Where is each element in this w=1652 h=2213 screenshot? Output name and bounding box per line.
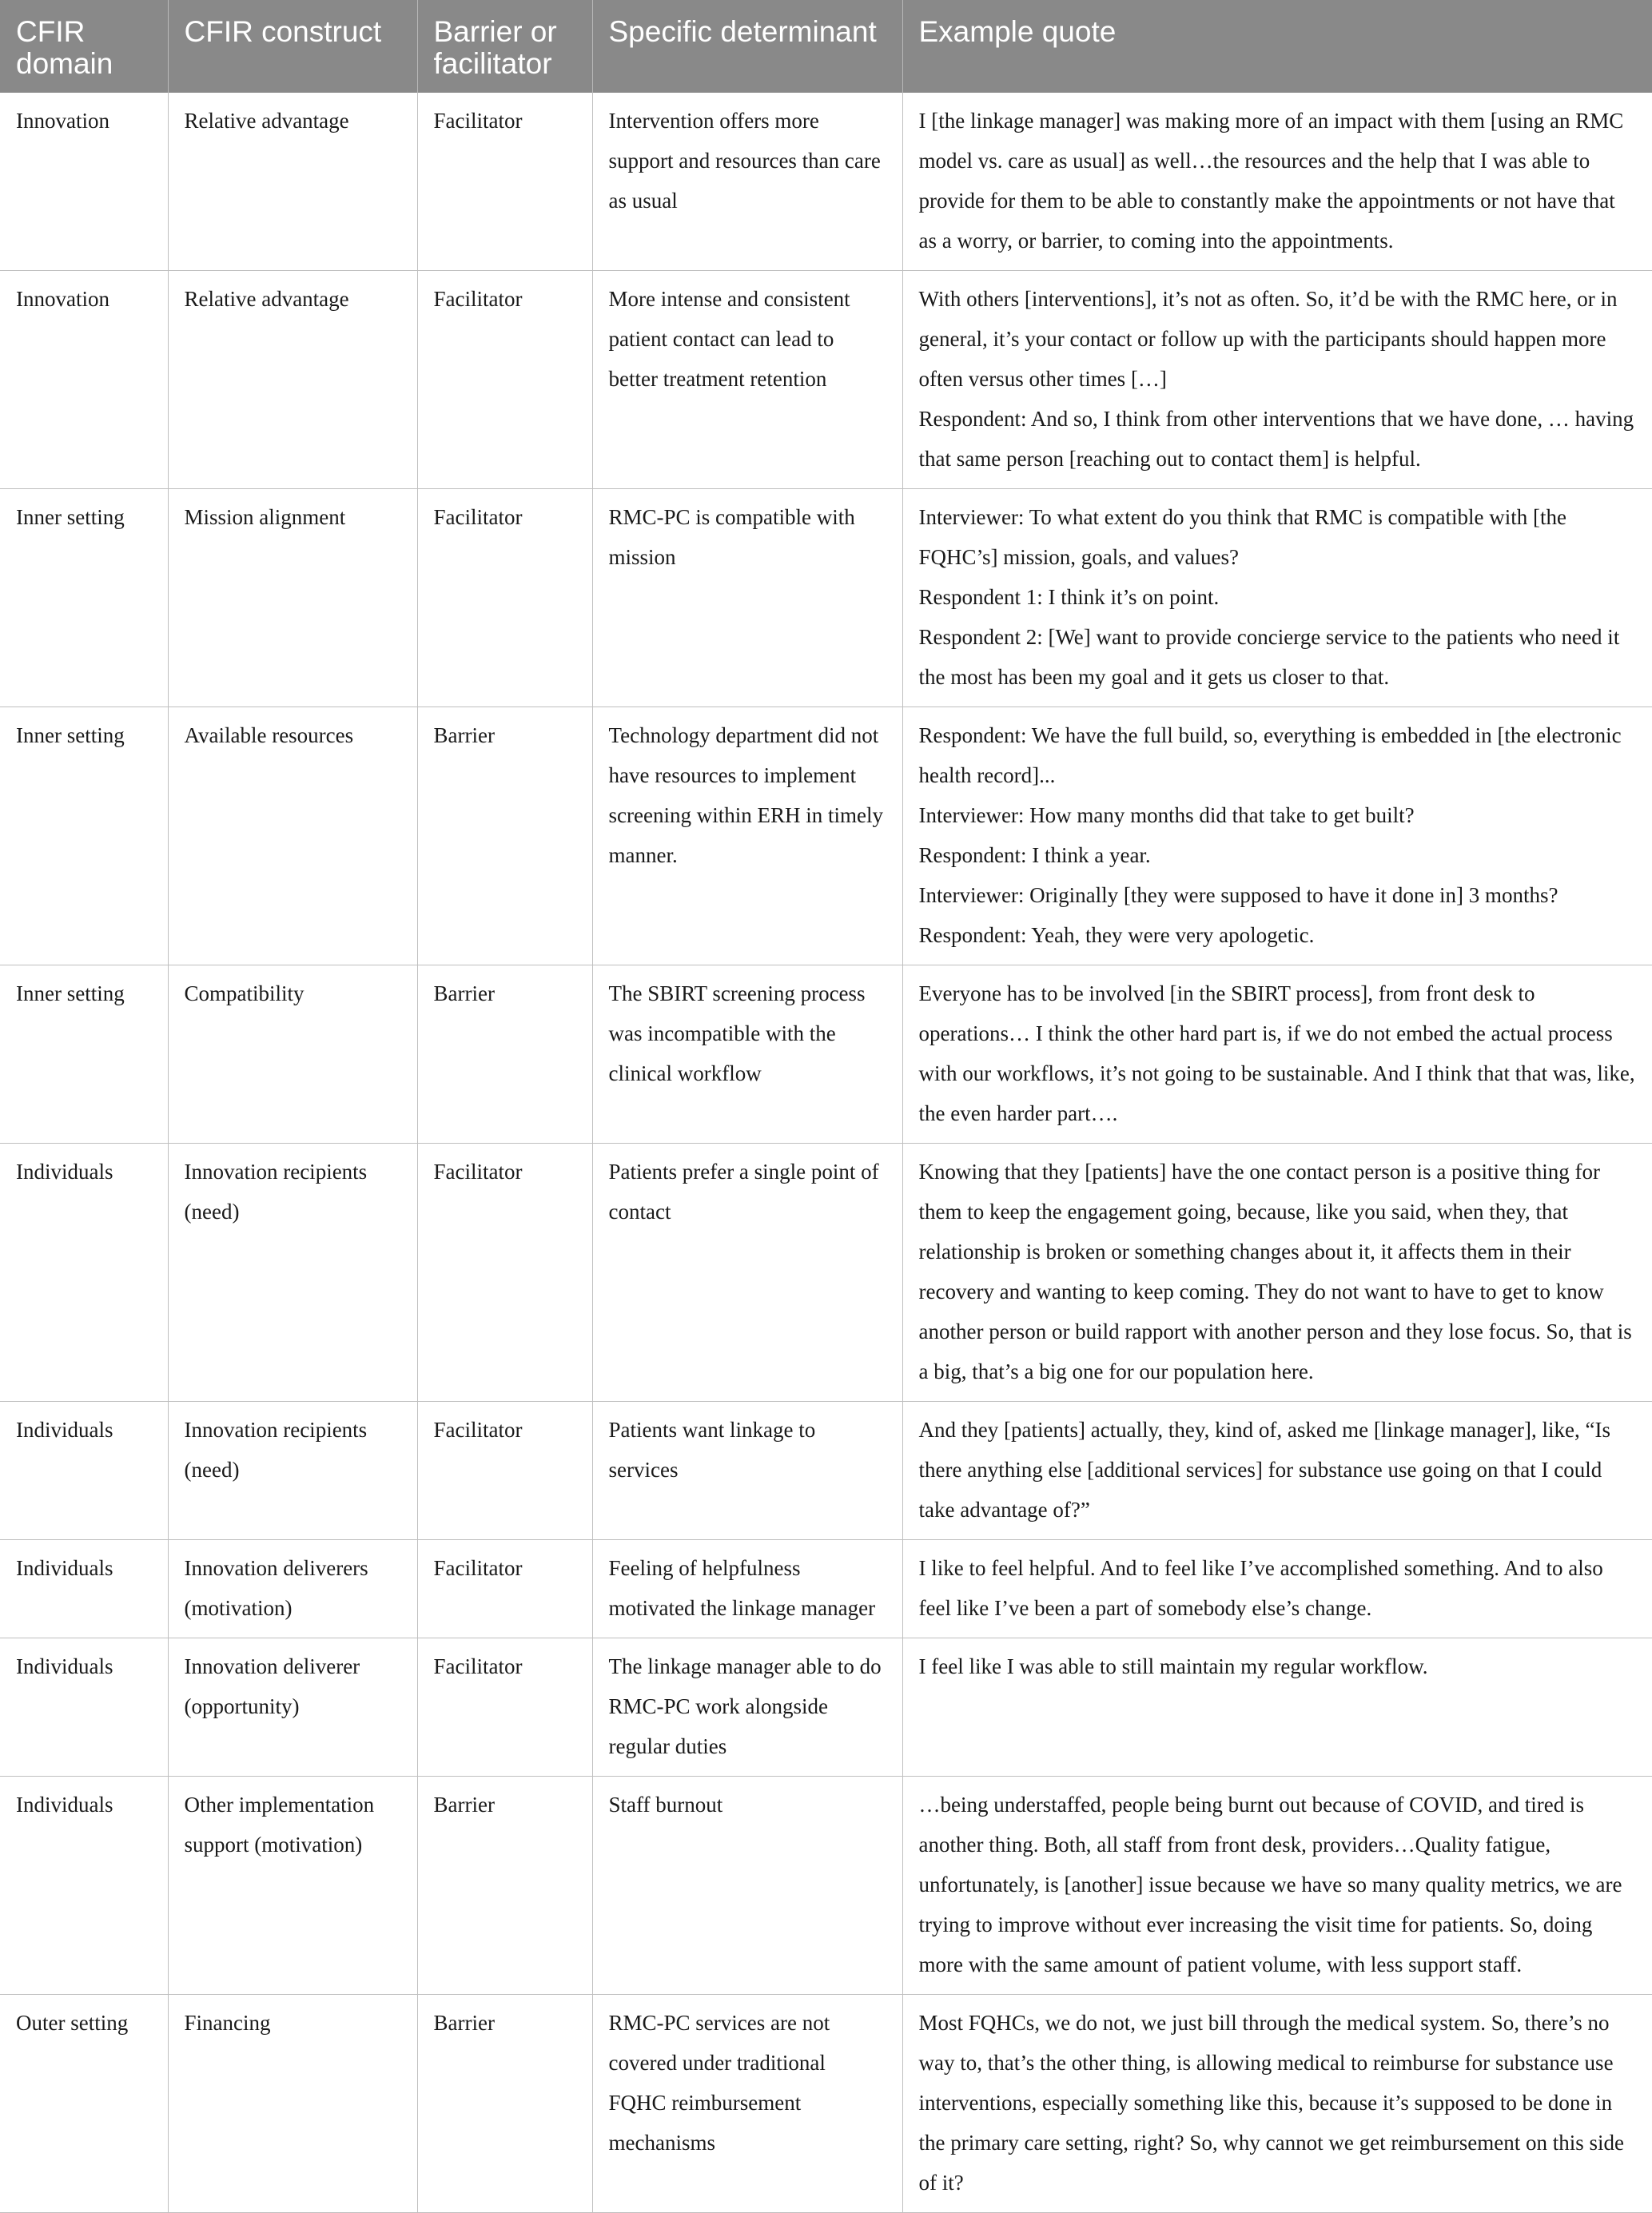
quote-line: With others [interventions], it’s not as often. So, it’d be with the RMC here, or in general, it’s your contact or follow up with the participants should happen more often versus other times […] <box>918 287 1618 391</box>
cell-example-quote <box>902 1402 1652 1540</box>
table-row <box>0 1144 1652 1402</box>
cell-construct: Innovation recipients (need) <box>168 1402 417 1540</box>
table-row <box>0 965 1652 1144</box>
quote-line: Interviewer: Originally [they were supposed to have it done in] 3 months? <box>918 883 1558 907</box>
quote-line: And they [patients] actually, they, kind of, asked me [linkage manager], like, “Is there anything else [additional services] for substance use going on that I could take advantage of?” <box>918 1418 1610 1522</box>
table-row <box>0 1540 1652 1638</box>
table-row <box>0 271 1652 489</box>
quote-line: I like to feel helpful. And to feel like I’ve accomplished something. And to also feel like I’ve been a part of somebody else’s change. <box>918 1556 1603 1620</box>
cell-barrier-or-facilitator: Facilitator <box>417 1638 592 1777</box>
quote-line: Interviewer: To what extent do you think that RMC is compatible with [the FQHC’s] mission, goals, and values? <box>918 505 1566 569</box>
quote-line: Respondent 1: I think it’s on point. <box>918 585 1220 609</box>
table-row <box>0 1402 1652 1540</box>
cell-example-quote <box>902 1144 1652 1402</box>
cell-domain: Individuals <box>0 1777 168 1995</box>
cell-determinant: Intervention offers more support and resources than care as usual <box>592 93 902 271</box>
cell-construct: Innovation deliverers (motivation) <box>168 1540 417 1638</box>
cell-construct: Innovation deliverer (opportunity) <box>168 1638 417 1777</box>
quote-line: Respondent: We have the full build, so, everything is embedded in [the electronic health record]... <box>918 723 1622 787</box>
cell-determinant: Patients want linkage to services <box>592 1402 902 1540</box>
quote-line: …being understaffed, people being burnt out because of COVID, and tired is another thing. Both, all staff from front desk, providers…Quality fatigue, unfortunately, is [another] issue because we have so many quality metrics, we are trying to improve without ever increasing the visit time for patients. So, doing more with the same amount of patient volume, with less support staff. <box>918 1793 1622 1976</box>
cell-example-quote <box>902 707 1652 965</box>
cell-barrier-or-facilitator: Facilitator <box>417 1540 592 1638</box>
cell-determinant: The linkage manager able to do RMC-PC work alongside regular duties <box>592 1638 902 1777</box>
quote-line: Respondent: Yeah, they were very apologetic. <box>918 923 1315 947</box>
cell-construct: Relative advantage <box>168 271 417 489</box>
quote-line: Knowing that they [patients] have the one contact person is a positive thing for them to keep the engagement going, because, like you said, when they, that relationship is broken or something changes about it, it affects them in their recovery and wanting to keep coming. They do not want to have to get to know another person or build rapport with another person and they lose focus. So, that is a big, that’s a big one for our population here. <box>918 1160 1632 1383</box>
cell-barrier-or-facilitator: Barrier <box>417 965 592 1144</box>
cell-example-quote <box>902 965 1652 1144</box>
table-row <box>0 93 1652 271</box>
cell-barrier-or-facilitator: Barrier <box>417 1995 592 2213</box>
cell-barrier-or-facilitator: Facilitator <box>417 1402 592 1540</box>
cell-construct: Innovation recipients (need) <box>168 1144 417 1402</box>
cell-determinant: More intense and consistent patient contact can lead to better treatment retention <box>592 271 902 489</box>
cell-determinant: Staff burnout <box>592 1777 902 1995</box>
cell-domain: Individuals <box>0 1402 168 1540</box>
cell-determinant: RMC-PC is compatible with mission <box>592 489 902 707</box>
quote-line: Most FQHCs, we do not, we just bill through the medical system. So, there’s no way to, that’s the other thing, is allowing medical to reimburse for substance use interventions, especially something like this, because it’s supposed to be done in the primary care setting, right? So, why cannot we get reimbursement on this side of it? <box>918 2011 1625 2195</box>
cell-domain: Individuals <box>0 1638 168 1777</box>
table-row <box>0 1638 1652 1777</box>
header-cfir-domain: CFIR domain <box>0 0 168 93</box>
header-row <box>0 0 1652 93</box>
header-specific-determinant: Specific determinant <box>592 0 902 93</box>
cell-example-quote <box>902 1540 1652 1638</box>
cell-construct: Available resources <box>168 707 417 965</box>
cell-example-quote <box>902 489 1652 707</box>
cell-domain: Inner setting <box>0 489 168 707</box>
cell-domain: Innovation <box>0 271 168 489</box>
quote-line: I feel like I was able to still maintain my regular workflow. <box>918 1654 1428 1678</box>
table-body <box>0 93 1652 2213</box>
cell-domain: Individuals <box>0 1540 168 1638</box>
table-row <box>0 1777 1652 1995</box>
cell-example-quote <box>902 1777 1652 1995</box>
cell-barrier-or-facilitator: Facilitator <box>417 489 592 707</box>
cell-domain: Inner setting <box>0 965 168 1144</box>
quote-line: Everyone has to be involved [in the SBIRT process], from front desk to operations… I think the other hard part is, if we do not embed the actual process with our workflows, it’s not going to be sustainable. And I think that that was, like, the even harder part…. <box>918 981 1635 1125</box>
header-example-quote: Example quote <box>902 0 1652 93</box>
cell-domain: Individuals <box>0 1144 168 1402</box>
cell-determinant: Patients prefer a single point of contact <box>592 1144 902 1402</box>
cell-determinant: The SBIRT screening process was incompatible with the clinical workflow <box>592 965 902 1144</box>
cell-construct: Compatibility <box>168 965 417 1144</box>
header-barrier-or-facilitator: Barrier or facilitator <box>417 0 592 93</box>
cell-domain: Innovation <box>0 93 168 271</box>
cell-determinant: Feeling of helpfulness motivated the linkage manager <box>592 1540 902 1638</box>
cell-construct: Financing <box>168 1995 417 2213</box>
header-cfir-construct: CFIR construct <box>168 0 417 93</box>
cell-barrier-or-facilitator: Barrier <box>417 1777 592 1995</box>
cell-domain: Inner setting <box>0 707 168 965</box>
quote-line: I [the linkage manager] was making more of an impact with them [using an RMC model vs. care as usual] as well…the resources and the help that I was able to provide for them to be able to constantly make the appointments or not have that as a worry, or barrier, to coming into the appointments. <box>918 109 1624 253</box>
cell-determinant: Technology department did not have resources to implement screening within ERH in timely manner. <box>592 707 902 965</box>
cell-example-quote <box>902 1638 1652 1777</box>
cell-domain: Outer setting <box>0 1995 168 2213</box>
quote-line: Respondent 2: [We] want to provide concierge service to the patients who need it the most has been my goal and it gets us closer to that. <box>918 625 1620 689</box>
cell-barrier-or-facilitator: Facilitator <box>417 93 592 271</box>
cell-determinant: RMC-PC services are not covered under traditional FQHC reimbursement mechanisms <box>592 1995 902 2213</box>
quote-line: Respondent: I think a year. <box>918 843 1151 867</box>
cell-construct: Relative advantage <box>168 93 417 271</box>
cell-example-quote <box>902 271 1652 489</box>
cell-barrier-or-facilitator: Facilitator <box>417 1144 592 1402</box>
cell-example-quote <box>902 1995 1652 2213</box>
cell-example-quote <box>902 93 1652 271</box>
cell-barrier-or-facilitator: Facilitator <box>417 271 592 489</box>
cell-construct: Mission alignment <box>168 489 417 707</box>
table-row <box>0 489 1652 707</box>
table-row <box>0 707 1652 965</box>
table-row <box>0 1995 1652 2213</box>
cell-barrier-or-facilitator: Barrier <box>417 707 592 965</box>
quote-line: Respondent: And so, I think from other interventions that we have done, … having that same person [reaching out to contact them] is helpful. <box>918 407 1634 471</box>
quote-line: Interviewer: How many months did that take to get built? <box>918 803 1415 827</box>
cell-construct: Other implementation support (motivation) <box>168 1777 417 1995</box>
